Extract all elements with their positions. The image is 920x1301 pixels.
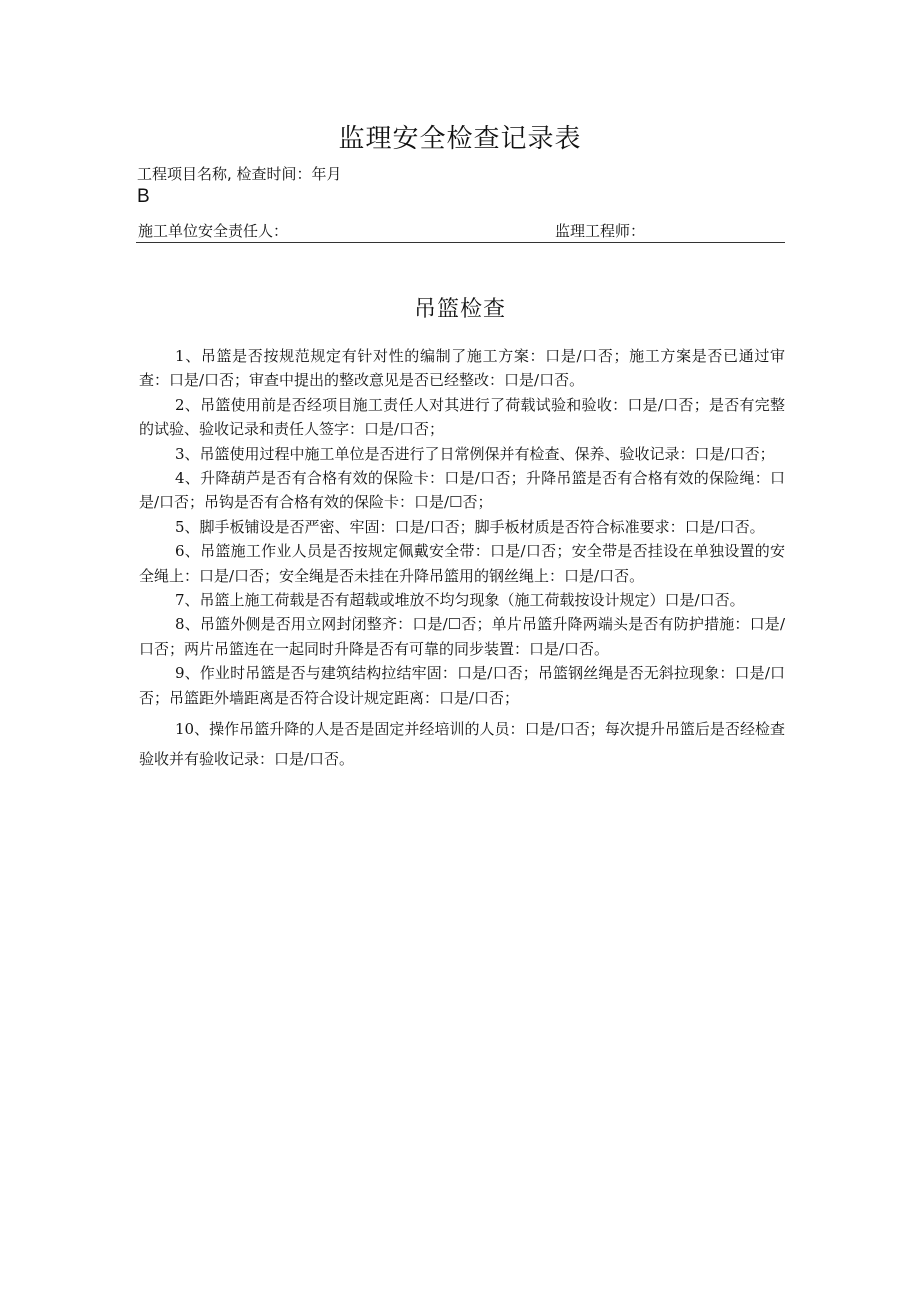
contractor-safety-officer-label: 施工单位安全责任人： (138, 222, 289, 240)
checklist-item: 9、作业时吊篮是否与建筑结构拉结牢固：口是/口否；吊篮钢丝绳是否无斜拉现象：口是/口否；吊篮距外墙距离是否符合设计规定距离：口是/口否； (139, 664, 785, 707)
signature-row (136, 220, 785, 243)
checklist-item: 10、操作吊篮升降的人是否是固定并经培训的人员：口是/口否；每次提升吊篮后是否经检查验收并有验收记录：口是/口否。 (139, 720, 785, 769)
checklist-item: 8、吊篮外侧是否用立网封闭整齐：口是/☐否；单片吊篮升降两端头是否有防护措施：口是/口否；两片吊篮连在一起同时升降是否有可靠的同步装置：口是/口否。 (139, 615, 785, 658)
checklist-item: 6、吊篮施工作业人员是否按规定佩戴安全带：口是/口否；安全带是否挂设在单独设置的安全绳上：口是/口否；安全绳是否未挂在升降吊篮用的钢丝绳上：口是/口否。 (139, 542, 785, 585)
document-title: 监理安全检查记录表 (338, 124, 582, 154)
info-b-label: B (137, 186, 150, 207)
checklist-item: 3、吊篮使用过程中施工单位是否进行了日常例保并有检查、保养、验收记录：口是/口否； (175, 444, 775, 463)
project-info-line: 工程项目名称, 检查时间：年月 (137, 165, 342, 183)
checklist-item: 2、吊篮使用前是否经项目施工责任人对其进行了荷载试验和验收：口是/口否；是否有完整的试验、验收记录和责任人签字：口是/口否； (139, 395, 785, 439)
checklist-item: 4、升降葫芦是否有合格有效的保险卡：口是/口否；升降吊篮是否有合格有效的保险绳：口是/口否；吊钩是否有合格有效的保险卡：口是/☐否； (139, 469, 785, 512)
section-title: 吊篮检查 (413, 297, 506, 322)
checklist-item: 5、脚手板铺设是否严密、牢固：口是/口否；脚手板材质是否符合标准要求：口是/口否。 (175, 517, 765, 536)
supervising-engineer-label: 监理工程师： (555, 222, 646, 240)
checklist-items (139, 344, 785, 774)
checklist-item: 7、吊篮上施工荷载是否有超载或堆放不均匀现象（施工荷载按设计规定）口是/口否。 (175, 591, 745, 610)
checklist-item: 1、吊篮是否按规范规定有针对性的编制了施工方案：口是/口否；施工方案是否已通过审查：口是/口否；审查中提出的整改意见是否已经整改：口是/口否。 (139, 347, 785, 390)
